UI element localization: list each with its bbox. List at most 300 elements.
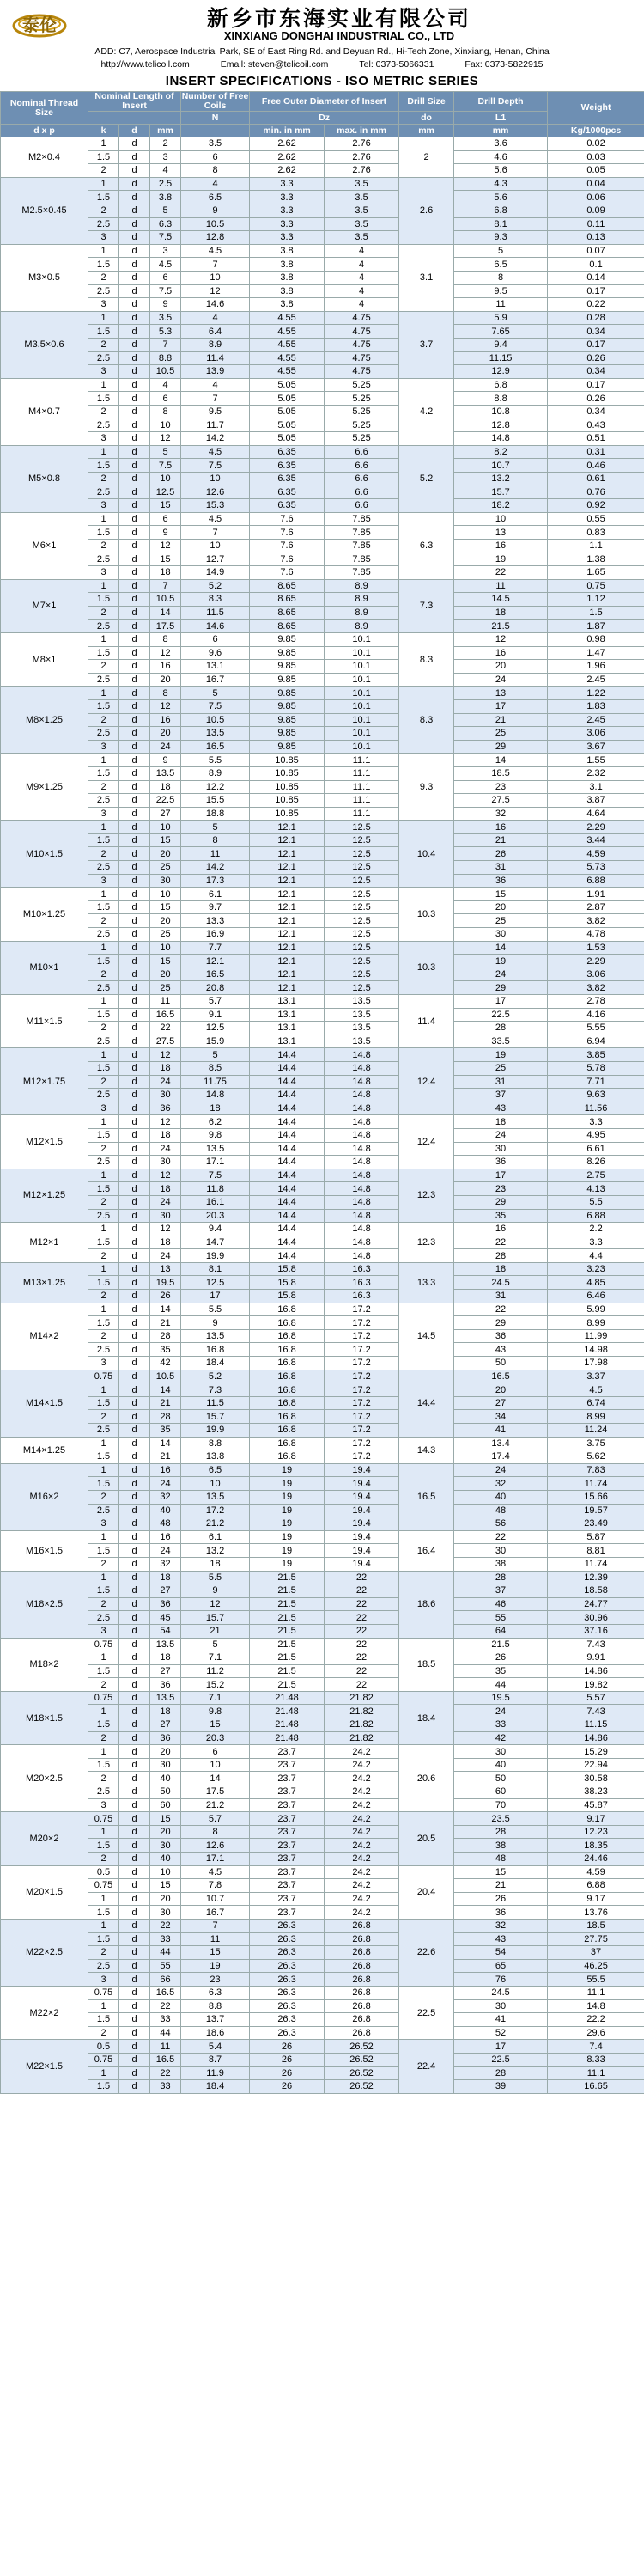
coils-cell: 20.3 [181,1209,250,1223]
d-cell: d [119,526,150,540]
max-od-cell: 14.8 [325,1236,399,1249]
length-cell: 11 [150,2040,181,2054]
drill-size-cell: 12.4 [399,1115,454,1169]
d-cell: d [119,1276,150,1290]
k-cell: 0.75 [88,2053,119,2066]
max-od-cell: 4 [325,298,399,312]
length-cell: 11 [150,995,181,1009]
k-cell: 2.5 [88,727,119,741]
weight-cell: 55.5 [548,1973,644,1987]
table-row [1,821,644,834]
weight-cell: 16.65 [548,2080,644,2094]
thread-size-cell: M22×2 [1,1986,88,2039]
table-row [1,552,644,566]
k-cell: 3 [88,1624,119,1638]
d-cell: d [119,995,150,1009]
k-cell: 2 [88,539,119,552]
table-row [1,338,644,351]
drill-depth-cell: 4.6 [454,150,548,164]
drill-size-cell: 20.5 [399,1812,454,1865]
table-row [1,1906,644,1920]
min-od-cell: 16.8 [250,1450,325,1464]
table-row [1,1396,644,1410]
length-cell: 54 [150,1624,181,1638]
coils-cell: 6.5 [181,1463,250,1477]
coils-cell: 15.2 [181,1678,250,1692]
k-cell: 2 [88,2026,119,2040]
length-cell: 30 [150,1209,181,1223]
coils-cell: 7.5 [181,699,250,713]
max-od-cell: 3.5 [325,217,399,231]
thread-size-cell: M13×1.25 [1,1262,88,1303]
coils-cell: 16.7 [181,673,250,687]
coils-cell: 11.2 [181,1664,250,1678]
weight-cell: 0.06 [548,191,644,204]
drill-depth-cell: 18.5 [454,766,548,780]
min-od-cell: 5.05 [250,432,325,446]
d-cell: d [119,365,150,379]
d-cell: d [119,1705,150,1718]
drill-depth-cell: 16 [454,539,548,552]
length-cell: 21 [150,1450,181,1464]
coils-cell: 12 [181,1597,250,1611]
table-row [1,1343,644,1357]
d-cell: d [119,1236,150,1249]
d-cell: d [119,325,150,339]
length-cell: 22 [150,1919,181,1932]
coils-cell: 12.5 [181,1022,250,1035]
max-od-cell: 17.2 [325,1383,399,1397]
weight-cell: 37 [548,1946,644,1960]
max-od-cell: 10.1 [325,699,399,713]
drill-depth-cell: 24 [454,1128,548,1142]
k-cell: 3 [88,1102,119,1115]
max-od-cell: 22 [325,1664,399,1678]
max-od-cell: 8.9 [325,593,399,607]
d-cell: d [119,1731,150,1745]
coils-cell: 17.5 [181,1785,250,1799]
header-sym-l1: L1 [454,112,548,125]
weight-cell: 18.58 [548,1584,644,1598]
table-row [1,1651,644,1665]
d-cell: d [119,1986,150,1999]
max-od-cell: 17.2 [325,1316,399,1330]
weight-cell: 0.17 [548,378,644,392]
coils-cell: 13.1 [181,660,250,674]
length-cell: 25 [150,928,181,942]
d-cell: d [119,1424,150,1438]
k-cell: 1.5 [88,1276,119,1290]
drill-size-cell: 16.5 [399,1463,454,1530]
table-row [1,1035,644,1048]
drill-size-cell: 14.4 [399,1370,454,1437]
drill-size-cell: 10.3 [399,888,454,941]
drill-depth-cell: 22.5 [454,1008,548,1022]
max-od-cell: 19.4 [325,1477,399,1491]
min-od-cell: 14.4 [250,1102,325,1115]
k-cell: 2 [88,1853,119,1866]
table-row [1,1798,644,1812]
length-cell: 15 [150,552,181,566]
d-cell: d [119,1396,150,1410]
max-od-cell: 17.2 [325,1396,399,1410]
drill-depth-cell: 32 [454,1919,548,1932]
weight-cell: 0.11 [548,217,644,231]
k-cell: 3 [88,566,119,580]
drill-depth-cell: 22.5 [454,2053,548,2066]
coils-cell: 10.5 [181,713,250,727]
drill-depth-cell: 11 [454,579,548,593]
k-cell: 1 [88,177,119,191]
min-od-cell: 3.8 [250,298,325,312]
length-cell: 19.5 [150,1276,181,1290]
table-row [1,981,644,995]
weight-cell: 0.98 [548,632,644,646]
coils-cell: 16.9 [181,928,250,942]
d-cell: d [119,1370,150,1383]
min-od-cell: 16.8 [250,1424,325,1438]
coils-cell: 9.1 [181,1008,250,1022]
table-row [1,459,644,473]
drill-size-cell: 12.3 [399,1223,454,1263]
drill-size-cell: 8.3 [399,687,454,754]
min-od-cell: 19 [250,1504,325,1517]
max-od-cell: 24.2 [325,1906,399,1920]
thread-size-cell: M12×1.75 [1,1048,88,1115]
min-od-cell: 7.6 [250,552,325,566]
coils-cell: 5.7 [181,995,250,1009]
coils-cell: 6.5 [181,191,250,204]
min-od-cell: 19 [250,1544,325,1558]
company-website[interactable]: http://www.telicoil.com [100,59,190,70]
max-od-cell: 24.2 [325,1772,399,1785]
weight-cell: 4.85 [548,1276,644,1290]
weight-cell: 6.88 [548,1879,644,1893]
table-row [1,780,644,794]
drill-depth-cell: 9.4 [454,338,548,351]
max-od-cell: 16.3 [325,1276,399,1290]
table-row [1,1638,644,1651]
weight-cell: 0.17 [548,284,644,298]
coils-cell: 15.7 [181,1410,250,1424]
drill-depth-cell: 9.5 [454,284,548,298]
min-od-cell: 26 [250,2066,325,2080]
d-cell: d [119,713,150,727]
max-od-cell: 12.5 [325,833,399,847]
table-row [1,1530,644,1544]
unit-max: max. in mm [325,125,399,137]
table-row [1,1169,644,1182]
k-cell: 2 [88,1731,119,1745]
length-cell: 5 [150,445,181,459]
d-cell: d [119,177,150,191]
weight-cell: 1.12 [548,593,644,607]
min-od-cell: 4.55 [250,351,325,365]
min-od-cell: 3.3 [250,231,325,245]
coils-cell: 3.5 [181,137,250,151]
length-cell: 36 [150,1678,181,1692]
drill-depth-cell: 55 [454,1611,548,1625]
table-row [1,1892,644,1906]
thread-size-cell: M3.5×0.6 [1,311,88,378]
coils-cell: 13.5 [181,1329,250,1343]
table-row [1,861,644,875]
max-od-cell: 26.8 [325,1986,399,1999]
min-od-cell: 26.3 [250,1973,325,1987]
min-od-cell: 14.4 [250,1089,325,1102]
table-row [1,928,644,942]
drill-depth-cell: 29 [454,740,548,754]
table-row [1,566,644,580]
length-cell: 20 [150,847,181,861]
coils-cell: 14.7 [181,1236,250,1249]
length-cell: 25 [150,981,181,995]
min-od-cell: 23.7 [250,1865,325,1879]
length-cell: 9 [150,754,181,767]
drill-depth-cell: 26 [454,1651,548,1665]
min-od-cell: 21.5 [250,1664,325,1678]
max-od-cell: 17.2 [325,1410,399,1424]
weight-cell: 2.45 [548,713,644,727]
length-cell: 20 [150,968,181,981]
d-cell: d [119,1075,150,1089]
coils-cell: 7.3 [181,1383,250,1397]
min-od-cell: 15.8 [250,1276,325,1290]
weight-cell: 11.99 [548,1329,644,1343]
k-cell: 2.5 [88,418,119,432]
k-cell: 2.5 [88,1611,119,1625]
min-od-cell: 23.7 [250,1839,325,1853]
table-row [1,673,644,687]
weight-cell: 0.14 [548,271,644,284]
weight-cell: 12.39 [548,1571,644,1584]
drill-depth-cell: 22 [454,1303,548,1316]
length-cell: 18 [150,1128,181,1142]
k-cell: 2 [88,1195,119,1209]
drill-depth-cell: 42 [454,1731,548,1745]
coils-cell: 17.1 [181,1853,250,1866]
d-cell: d [119,632,150,646]
coils-cell: 16.7 [181,1906,250,1920]
max-od-cell: 21.82 [325,1718,399,1732]
max-od-cell: 4.75 [325,311,399,325]
coils-cell: 6 [181,1745,250,1759]
weight-cell: 0.26 [548,351,644,365]
length-cell: 15 [150,499,181,513]
max-od-cell: 3.5 [325,191,399,204]
length-cell: 20 [150,914,181,928]
max-od-cell: 14.8 [325,1142,399,1156]
page-title: INSERT SPECIFICATIONS - ISO METRIC SERIES [165,74,479,89]
max-od-cell: 24.2 [325,1865,399,1879]
coils-cell: 9.4 [181,1223,250,1236]
k-cell: 1 [88,754,119,767]
length-cell: 66 [150,1973,181,1987]
coils-cell: 12.6 [181,485,250,499]
max-od-cell: 10.1 [325,687,399,700]
min-od-cell: 14.4 [250,1061,325,1075]
weight-cell: 0.51 [548,432,644,446]
table-row [1,1544,644,1558]
d-cell: d [119,821,150,834]
drill-size-cell: 2.6 [399,177,454,244]
max-od-cell: 11.1 [325,766,399,780]
weight-cell: 0.1 [548,258,644,272]
drill-depth-cell: 21 [454,1879,548,1893]
weight-cell: 3.75 [548,1437,644,1450]
drill-depth-cell: 3.6 [454,137,548,151]
coils-cell: 10.7 [181,1892,250,1906]
weight-cell: 4.16 [548,1008,644,1022]
max-od-cell: 5.25 [325,378,399,392]
max-od-cell: 12.5 [325,847,399,861]
k-cell: 1 [88,579,119,593]
coils-cell: 11.4 [181,351,250,365]
k-cell: 2.5 [88,861,119,875]
drill-depth-cell: 26 [454,1892,548,1906]
thread-size-cell: M14×1.25 [1,1437,88,1463]
length-cell: 7.5 [150,231,181,245]
d-cell: d [119,150,150,164]
max-od-cell: 4.75 [325,351,399,365]
table-row [1,740,644,754]
weight-cell: 6.94 [548,1035,644,1048]
k-cell: 1.5 [88,1477,119,1491]
weight-cell: 14.98 [548,1343,644,1357]
max-od-cell: 14.8 [325,1075,399,1089]
k-cell: 1.5 [88,1316,119,1330]
max-od-cell: 22 [325,1624,399,1638]
weight-cell: 6.88 [548,874,644,888]
weight-cell: 8.26 [548,1156,644,1169]
length-cell: 24 [150,1249,181,1263]
drill-size-cell: 3.1 [399,244,454,311]
d-cell: d [119,1544,150,1558]
company-email[interactable]: Email: steven@telicoil.com [220,59,329,70]
thread-size-cell: M18×2.5 [1,1571,88,1638]
table-row [1,1825,644,1839]
header-drill: Drill Size [399,92,454,112]
length-cell: 10.5 [150,593,181,607]
max-od-cell: 14.8 [325,1156,399,1169]
min-od-cell: 3.3 [250,191,325,204]
d-cell: d [119,1383,150,1397]
length-cell: 12 [150,1223,181,1236]
max-od-cell: 24.2 [325,1745,399,1759]
max-od-cell: 13.5 [325,1035,399,1048]
d-cell: d [119,378,150,392]
table-row [1,351,644,365]
weight-cell: 3.87 [548,794,644,808]
logo-text: 泰伦 [22,15,57,35]
drill-size-cell: 7.3 [399,579,454,632]
d-cell: d [119,579,150,593]
drill-depth-cell: 16 [454,821,548,834]
k-cell: 3 [88,1517,119,1531]
drill-depth-cell: 13 [454,526,548,540]
coils-cell: 12.5 [181,1276,250,1290]
drill-depth-cell: 9.3 [454,231,548,245]
min-od-cell: 9.85 [250,687,325,700]
min-od-cell: 5.05 [250,392,325,406]
table-row [1,2026,644,2040]
weight-cell: 0.05 [548,164,644,178]
length-cell: 33 [150,2013,181,2027]
k-cell: 2.5 [88,284,119,298]
drill-depth-cell: 12.9 [454,365,548,379]
drill-depth-cell: 17 [454,2040,548,2054]
coils-cell: 4.5 [181,244,250,258]
drill-depth-cell: 15.7 [454,485,548,499]
k-cell: 1.5 [88,593,119,607]
max-od-cell: 21.82 [325,1705,399,1718]
length-cell: 12 [150,1048,181,1062]
coils-cell: 11.5 [181,1396,250,1410]
table-row [1,392,644,406]
d-cell: d [119,1061,150,1075]
d-cell: d [119,1517,150,1531]
k-cell: 1.5 [88,258,119,272]
min-od-cell: 9.85 [250,713,325,727]
k-cell: 3 [88,432,119,446]
length-cell: 8 [150,687,181,700]
weight-cell: 18.5 [548,1919,644,1932]
drill-size-cell: 12.4 [399,1048,454,1115]
table-row [1,1785,644,1799]
length-cell: 20 [150,1745,181,1759]
coils-cell: 7.1 [181,1691,250,1705]
drill-depth-cell: 46 [454,1597,548,1611]
weight-cell: 1.83 [548,699,644,713]
max-od-cell: 13.5 [325,1008,399,1022]
k-cell: 1.5 [88,1839,119,1853]
table-row [1,955,644,968]
min-od-cell: 9.85 [250,646,325,660]
k-cell: 1.5 [88,1182,119,1196]
length-cell: 9 [150,298,181,312]
table-row [1,1772,644,1785]
drill-depth-cell: 36 [454,1156,548,1169]
header-depth: Drill Depth [454,92,548,112]
k-cell: 2.5 [88,620,119,633]
d-cell: d [119,1195,150,1209]
d-cell: d [119,2053,150,2066]
max-od-cell: 4 [325,271,399,284]
length-cell: 21 [150,1316,181,1330]
table-row [1,1223,644,1236]
drill-depth-cell: 18 [454,606,548,620]
min-od-cell: 13.1 [250,1035,325,1048]
unit-dxp: d x p [1,125,88,137]
table-row [1,606,644,620]
k-cell: 2 [88,405,119,418]
header-weight: Weight [548,92,644,125]
k-cell: 1 [88,2066,119,2080]
length-cell: 9 [150,526,181,540]
weight-cell: 0.34 [548,325,644,339]
length-cell: 18 [150,1236,181,1249]
drill-depth-cell: 35 [454,1209,548,1223]
drill-depth-cell: 6.8 [454,204,548,217]
length-cell: 24 [150,1195,181,1209]
table-row [1,874,644,888]
thread-size-cell: M18×2 [1,1638,88,1691]
max-od-cell: 10.1 [325,740,399,754]
coils-cell: 19.9 [181,1424,250,1438]
k-cell: 1.5 [88,1932,119,1946]
length-cell: 20 [150,673,181,687]
k-cell: 2 [88,606,119,620]
